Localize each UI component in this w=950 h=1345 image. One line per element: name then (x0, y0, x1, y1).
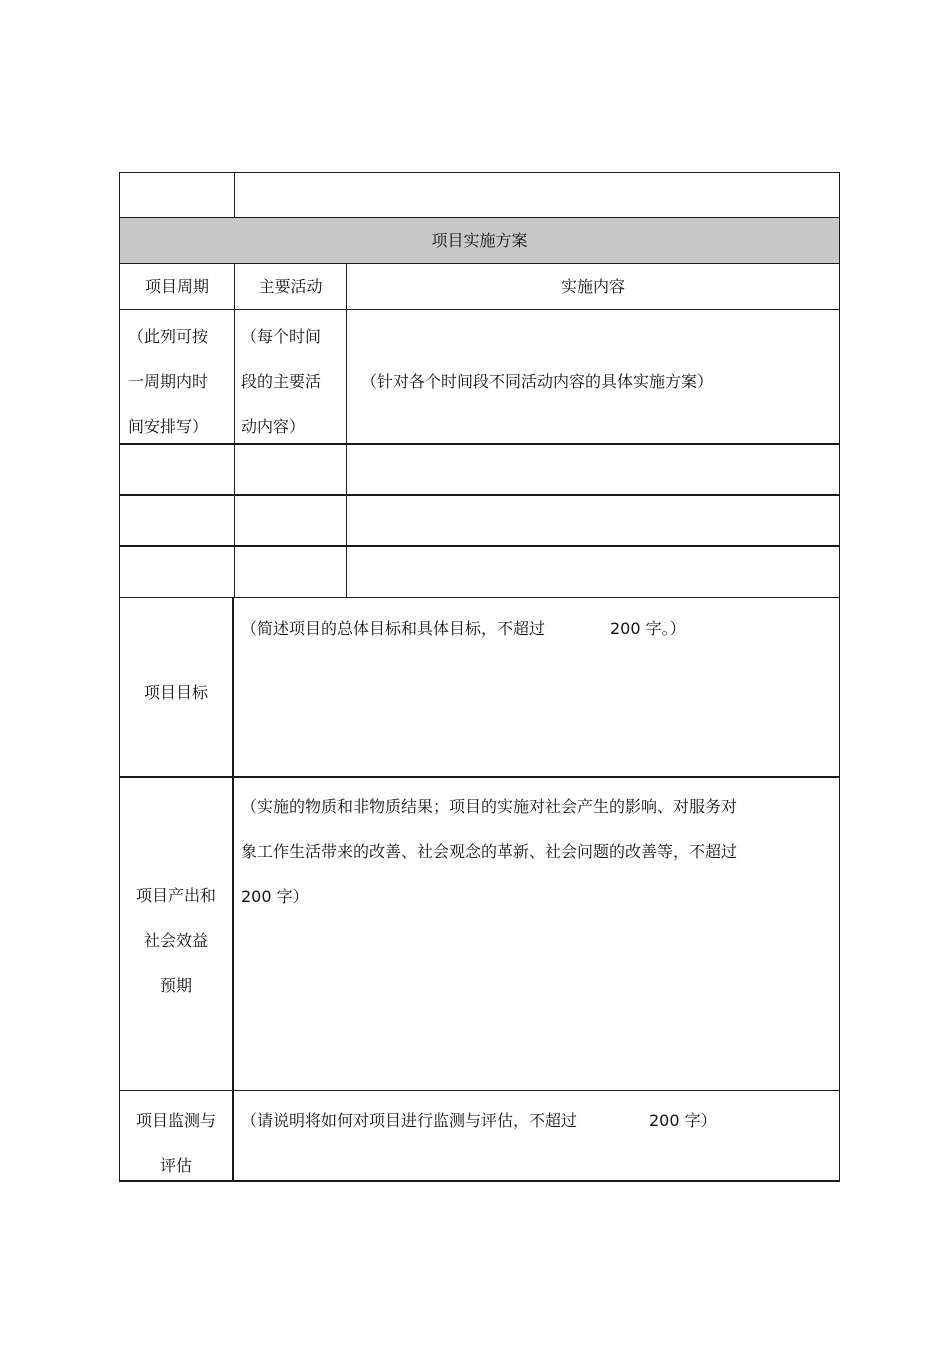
outputs-label-line: 项目产出和 (135, 886, 216, 905)
rule (119, 545, 840, 547)
col-divider (234, 263, 235, 598)
monitoring-hint-prefix: （请说明将如何对项目进行监测与评估，不超过 (241, 1111, 578, 1130)
monitoring-label-line: 项目监测与 (135, 1111, 216, 1130)
col-divider (234, 172, 235, 218)
outputs-label-line: 社会效益 (143, 931, 208, 950)
activity-hint-line: （每个时间 (241, 327, 322, 346)
content-hint: （针对各个时间段不同活动内容的具体实施方案） (361, 372, 714, 391)
objectives-hint-suffix: 200 字。） (610, 619, 686, 638)
outputs-hint (241, 784, 831, 919)
activity-hint-line: 段的主要活 (241, 372, 322, 391)
rule (119, 776, 840, 778)
col-divider (346, 263, 347, 598)
col-divider (232, 597, 234, 1182)
rule (119, 494, 840, 496)
outputs-hint-line: （实施的物质和非物质结果；项目的实施对社会产生的影响、对服务对 (241, 797, 738, 816)
rule-top (119, 172, 840, 173)
activity-hint (241, 314, 345, 449)
objectives-hint-prefix: （简述项目的总体目标和具体目标，不超过 (241, 619, 546, 638)
rule (119, 309, 840, 310)
period-hint-line: （此列可按 (128, 327, 209, 346)
objectives-label: 项目目标 (143, 683, 208, 702)
outputs-label-line: 预期 (159, 976, 192, 995)
monitoring-label (120, 1098, 232, 1188)
section-title: 项目实施方案 (431, 231, 528, 250)
border-right (839, 172, 840, 1182)
col-header-activity: 主要活动 (258, 277, 323, 296)
outputs-label (120, 873, 232, 1008)
outputs-hint-line: 象工作生活带来的改善、社会观念的革新、社会问题的改善等，不超过 (241, 842, 738, 861)
activity-hint-line: 动内容） (241, 417, 306, 436)
rule (119, 1090, 840, 1091)
outputs-hint-line: 200 字） (241, 887, 309, 906)
col-header-content: 实施内容 (560, 277, 625, 296)
col-header-period: 项目周期 (144, 277, 209, 296)
period-hint (128, 314, 232, 449)
monitoring-label-line: 评估 (159, 1156, 192, 1175)
monitoring-hint-suffix: 200 字） (649, 1111, 717, 1130)
period-hint-line: 间安排写） (128, 417, 209, 436)
period-hint-line: 一周期内时 (128, 372, 209, 391)
rule (119, 597, 840, 598)
